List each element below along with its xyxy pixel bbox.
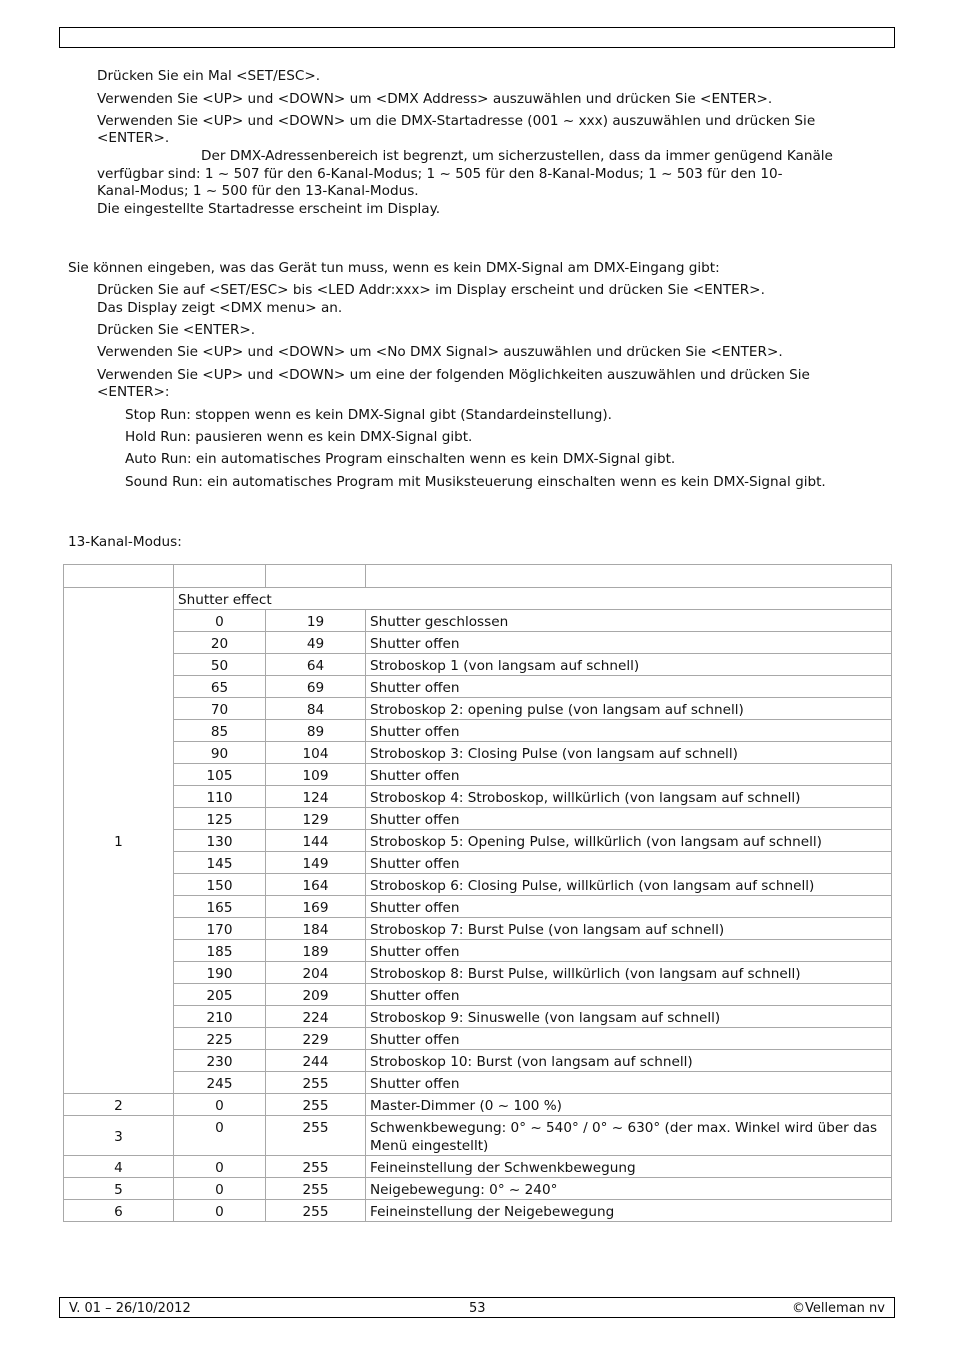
value-from-cell: 85 <box>174 720 266 742</box>
function-cell: Neigebewegung: 0° ~ 240° <box>366 1178 892 1200</box>
channel-cell: 5 <box>64 1178 174 1200</box>
table-row <box>64 896 892 918</box>
value-to-cell: 104 <box>266 742 366 764</box>
table-row <box>64 1116 892 1156</box>
value-to-cell: 189 <box>266 940 366 962</box>
function-cell: Stroboskop 2: opening pulse (von langsam auf schnell) <box>366 698 892 720</box>
value-from-cell: 0 <box>174 1094 266 1116</box>
channel-cell: 1 <box>64 588 174 1094</box>
channel-cell: 6 <box>64 1200 174 1222</box>
dmx-channel-table <box>63 564 892 1222</box>
table-row <box>64 654 892 676</box>
function-cell: Stroboskop 4: Stroboskop, willkürlich (von langsam auf schnell) <box>366 786 892 808</box>
value-from-cell: 230 <box>174 1050 266 1072</box>
value-to-cell: 255 <box>266 1072 366 1094</box>
option-stop-run: Stop Run: stoppen wenn es kein DMX-Signal gibt (Standardeinstellung). <box>125 407 612 423</box>
value-to-cell: 184 <box>266 918 366 940</box>
table-header-row <box>64 565 892 588</box>
table-row <box>64 852 892 874</box>
value-from-cell: 150 <box>174 874 266 896</box>
function-cell: Shutter offen <box>366 632 892 654</box>
value-to-cell: 164 <box>266 874 366 896</box>
function-cell: Stroboskop 3: Closing Pulse (von langsam auf schnell) <box>366 742 892 764</box>
function-cell: Stroboskop 10: Burst (von langsam auf schnell) <box>366 1050 892 1072</box>
setup-step-2: Verwenden Sie <UP> und <DOWN> um <DMX Address> auszuwählen und drücken Sie <ENTER>. <box>97 91 773 107</box>
value-to-cell: 255 <box>266 1156 366 1178</box>
value-from-cell: 20 <box>174 632 266 654</box>
channel-cell: 2 <box>64 1094 174 1116</box>
nosignal-step-1a: Drücken Sie auf <SET/ESC> bis <LED Addr:xxx> im Display erscheint und drücken Sie <ENTER>. <box>97 282 765 298</box>
table-row <box>64 742 892 764</box>
table-row <box>64 1072 892 1094</box>
function-cell: Shutter offen <box>366 896 892 918</box>
value-from-cell: 205 <box>174 984 266 1006</box>
value-to-cell: 204 <box>266 962 366 984</box>
value-to-cell: 229 <box>266 1028 366 1050</box>
value-to-cell: 49 <box>266 632 366 654</box>
value-to-cell: 69 <box>266 676 366 698</box>
table-row <box>64 962 892 984</box>
table-row <box>64 874 892 896</box>
value-to-cell: 149 <box>266 852 366 874</box>
value-from-cell: 110 <box>174 786 266 808</box>
footer-page-number: 53 <box>469 1301 486 1316</box>
value-from-cell: 145 <box>174 852 266 874</box>
value-from-cell: 50 <box>174 654 266 676</box>
setup-step-3: Verwenden Sie <UP> und <DOWN> um die DMX-Startadresse (001 ~ xxx) auszuwählen und drücken Sie <ENTER>. <box>97 113 816 146</box>
table-row <box>64 940 892 962</box>
header-cell <box>174 565 266 588</box>
value-to-cell: 209 <box>266 984 366 1006</box>
value-from-cell: 0 <box>174 610 266 632</box>
function-cell: Shutter offen <box>366 676 892 698</box>
table-row <box>64 588 892 610</box>
note-line-1: Der DMX-Adressenbereich ist begrenzt, um sicherzustellen, dass da immer genügend Kanäle <box>201 148 833 164</box>
function-cell: Shutter offen <box>366 940 892 962</box>
nosignal-step-2: Drücken Sie <ENTER>. <box>97 322 256 338</box>
value-from-cell: 225 <box>174 1028 266 1050</box>
footer-copyright: ©Velleman nv <box>791 1301 885 1316</box>
table-row <box>64 764 892 786</box>
table-row <box>64 1156 892 1178</box>
value-from-cell: 125 <box>174 808 266 830</box>
value-from-cell: 170 <box>174 918 266 940</box>
value-to-cell: 64 <box>266 654 366 676</box>
value-from-cell: 190 <box>174 962 266 984</box>
value-from-cell: 185 <box>174 940 266 962</box>
value-to-cell: 255 <box>266 1200 366 1222</box>
option-hold-run: Hold Run: pausieren wenn es kein DMX-Signal gibt. <box>125 429 473 445</box>
display-line: Die eingestellte Startadresse erscheint im Display. <box>97 201 441 217</box>
value-to-cell: 144 <box>266 830 366 852</box>
value-from-cell: 70 <box>174 698 266 720</box>
nosignal-step-4b: <ENTER>: <box>97 384 170 400</box>
nosignal-intro: Sie können eingeben, was das Gerät tun muss, wenn es kein DMX-Signal am DMX-Eingang gibt: <box>68 260 720 276</box>
function-cell: Feineinstellung der Schwenkbewegung <box>366 1156 892 1178</box>
channel-cell: 3 <box>64 1116 174 1156</box>
nosignal-step-1b: Das Display zeigt <DMX menu> an. <box>97 300 343 316</box>
header-cell <box>64 565 174 588</box>
value-from-cell: 130 <box>174 830 266 852</box>
function-cell: Master-Dimmer (0 ~ 100 %) <box>366 1094 892 1116</box>
value-from-cell: 0 <box>174 1156 266 1178</box>
table-row <box>64 632 892 654</box>
value-to-cell: 224 <box>266 1006 366 1028</box>
table-row <box>64 1050 892 1072</box>
nosignal-step-4a: Verwenden Sie <UP> und <DOWN> um eine der folgenden Möglichkeiten auszuwählen und drücken Sie <box>97 367 810 383</box>
value-to-cell: 255 <box>266 1094 366 1116</box>
value-from-cell: 65 <box>174 676 266 698</box>
value-to-cell: 19 <box>266 610 366 632</box>
value-to-cell: 124 <box>266 786 366 808</box>
table-row <box>64 1178 892 1200</box>
footer-version: V. 01 – 26/10/2012 <box>69 1301 191 1316</box>
table-row <box>64 1200 892 1222</box>
value-to-cell: 89 <box>266 720 366 742</box>
table-row <box>64 984 892 1006</box>
function-cell: Shutter offen <box>366 1072 892 1094</box>
mode-label: 13-Kanal-Modus: <box>68 534 182 550</box>
header-cell <box>366 565 892 588</box>
value-from-cell: 245 <box>174 1072 266 1094</box>
function-cell: Shutter offen <box>366 720 892 742</box>
table-row <box>64 786 892 808</box>
function-cell: Stroboskop 9: Sinuswelle (von langsam auf schnell) <box>366 1006 892 1028</box>
table-row <box>64 698 892 720</box>
value-to-cell: 244 <box>266 1050 366 1072</box>
function-cell: Shutter geschlossen <box>366 610 892 632</box>
value-to-cell: 169 <box>266 896 366 918</box>
table-row <box>64 676 892 698</box>
option-sound-run: Sound Run: ein automatisches Program mit Musiksteuerung einschalten wenn es kein DMX-Signal gibt. <box>125 474 826 490</box>
value-to-cell: 84 <box>266 698 366 720</box>
header-box <box>59 27 895 48</box>
table-row <box>64 610 892 632</box>
footer <box>59 1297 895 1318</box>
function-cell: Stroboskop 8: Burst Pulse, willkürlich (von langsam auf schnell) <box>366 962 892 984</box>
function-cell: Shutter offen <box>366 764 892 786</box>
value-from-cell: 0 <box>174 1178 266 1200</box>
value-from-cell: 210 <box>174 1006 266 1028</box>
value-from-cell: 165 <box>174 896 266 918</box>
value-from-cell: 0 <box>174 1116 266 1156</box>
function-cell: Shutter offen <box>366 852 892 874</box>
function-cell: Feineinstellung der Neigebewegung <box>366 1200 892 1222</box>
function-cell: Shutter offen <box>366 1028 892 1050</box>
note-line-2: verfügbar sind: 1 ~ 507 für den 6-Kanal-Modus; 1 ~ 505 für den 8-Kanal-Modus; 1 ~ 503 für den 10- <box>97 166 783 182</box>
function-cell: Schwenkbewegung: 0° ~ 540° / 0° ~ 630° (der max. Winkel wird über das Menü eingestellt) <box>366 1116 892 1156</box>
table-row <box>64 720 892 742</box>
function-cell: Stroboskop 7: Burst Pulse (von langsam auf schnell) <box>366 918 892 940</box>
header-cell <box>266 565 366 588</box>
value-to-cell: 129 <box>266 808 366 830</box>
table-row <box>64 830 892 852</box>
table-row <box>64 808 892 830</box>
setup-step-1: Drücken Sie ein Mal <SET/ESC>. <box>97 68 321 84</box>
value-to-cell: 255 <box>266 1178 366 1200</box>
group-label-cell: Shutter effect <box>174 588 892 610</box>
table-row <box>64 1006 892 1028</box>
channel-cell: 4 <box>64 1156 174 1178</box>
table-row <box>64 1094 892 1116</box>
value-from-cell: 90 <box>174 742 266 764</box>
nosignal-step-3: Verwenden Sie <UP> und <DOWN> um <No DMX Signal> auszuwählen und drücken Sie <ENTER>. <box>97 344 783 360</box>
function-cell: Shutter offen <box>366 808 892 830</box>
value-from-cell: 105 <box>174 764 266 786</box>
value-to-cell: 109 <box>266 764 366 786</box>
table-row <box>64 1028 892 1050</box>
function-cell: Stroboskop 5: Opening Pulse, willkürlich (von langsam auf schnell) <box>366 830 892 852</box>
function-cell: Shutter offen <box>366 984 892 1006</box>
value-from-cell: 0 <box>174 1200 266 1222</box>
table-row <box>64 918 892 940</box>
note-line-3: Kanal-Modus; 1 ~ 500 für den 13-Kanal-Modus. <box>97 183 419 199</box>
function-cell: Stroboskop 1 (von langsam auf schnell) <box>366 654 892 676</box>
option-auto-run: Auto Run: ein automatisches Program einschalten wenn es kein DMX-Signal gibt. <box>125 451 676 467</box>
function-cell: Stroboskop 6: Closing Pulse, willkürlich (von langsam auf schnell) <box>366 874 892 896</box>
value-to-cell: 255 <box>266 1116 366 1156</box>
